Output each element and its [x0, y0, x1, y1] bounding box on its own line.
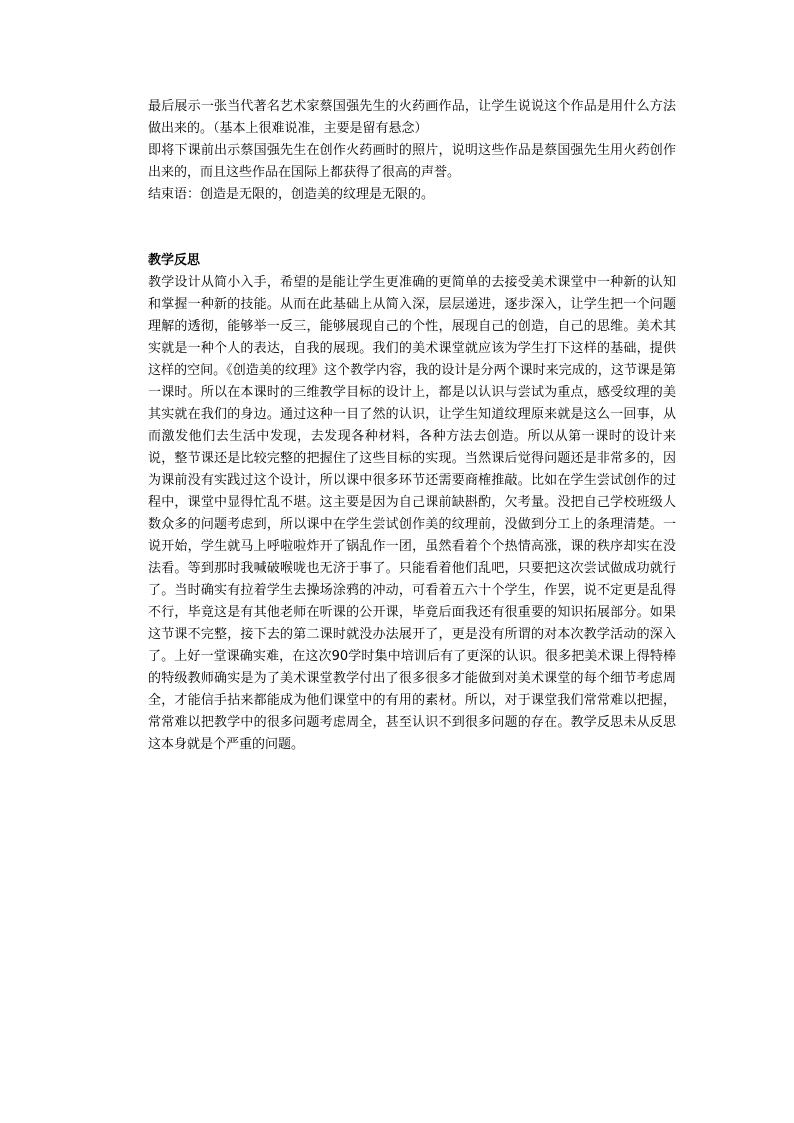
reflection-body: 教学设计从简小入手，希望的是能让学生更准确的更简单的去接受美术课堂中一种新的认知和掌握一种新的技能。从而在此基础上从简入深，层层递进，逐步深入，让学生把一个问题理解的透彻，能够举一反三，能够展现自己的个性，展现自己的创造，自己的思维。美术其实就是一种个人的表达，自我的展现。我们的美术课堂就应该为学生打下这样的基础，提供这样的空间。《创造美的纹理》这个教学内容，我的设计是分两个课时来完成的，这节课是第一课时。所以在本课时的三维教学目标的设计上，都是以认识与尝试为重点，感受纹理的美其实就在我们的身边。通过这种一目了然的认识，让学生知道纹理原来就是这么一回事，从而激发他们去生活中发现，去发现各种材料，各种方法去创造。所以从第一课时的设计来说，整节课还是比较完整的把握住了这些目标的实现。当然课后觉得问题还是非常多的，因为课前没有实践过这个设计，所以课中很多环节还需要商榷推敲。比如在学生尝试创作的过程中，课堂中显得忙乱不堪。这主要是因为自己课前缺斟酌，欠考量。没把自己学校班级人数众多的问题考虑到，所以课中在学生尝试创作美的纹理前，没做到分工上的条理清楚。一说开始，学生就马上呼啦啦炸开了锅乱作一团，虽然看着个个热情高涨，课的秩序却实在没法看。等到那时我喊破喉咙也无济于事了。只能看着他们乱吧，只要把这次尝试做成功就行了。当时确实有拉着学生去操场涂鸦的冲动，可看着五六十个学生，作罢，说不定更是乱得不行，毕竟这是有其他老师在听课的公开课，毕竟后面我还有很重要的知识拓展部分。如果这节课不完整，接下去的第二课时就没办法展开了，更是没有所谓的对本次教学活动的深入了。上好一堂课确实难，在这次90学时集中培训后有了更深的认识。很多把美术课上得特棒的特级教师确实是为了美术课堂教学付出了很多很多才能做到对美术课堂的每个细节考虑周全，才能信手拈来都能成为他们课堂中的有用的素材。所以，对于课堂我们常常难以把握，常常难以把教学中的很多问题考虑周全，甚至认识不到很多问题的存在。教学反思未从反思这本身就是个严重的问题。 — [148, 275, 676, 752]
closing-remark: 结束语：创造是无限的，创造美的纹理是无限的。 — [148, 187, 435, 202]
section-gap — [148, 206, 676, 250]
reflection-heading: 教学反思 — [148, 253, 201, 268]
intro-paragraph-artwork: 最后展示一张当代著名艺术家蔡国强先生的火药画作品，让学生说说这个作品是用什么方法做出来的。（基本上很难说准，主要是留有悬念） — [148, 99, 676, 136]
document-page — [148, 96, 676, 756]
intro-paragraph-photo: 即将下课前出示蔡国强先生在创作火药画时的照片，说明这些作品是蔡国强先生用火药创作出来的，而且这些作品在国际上都获得了很高的声誉。 — [148, 143, 676, 180]
